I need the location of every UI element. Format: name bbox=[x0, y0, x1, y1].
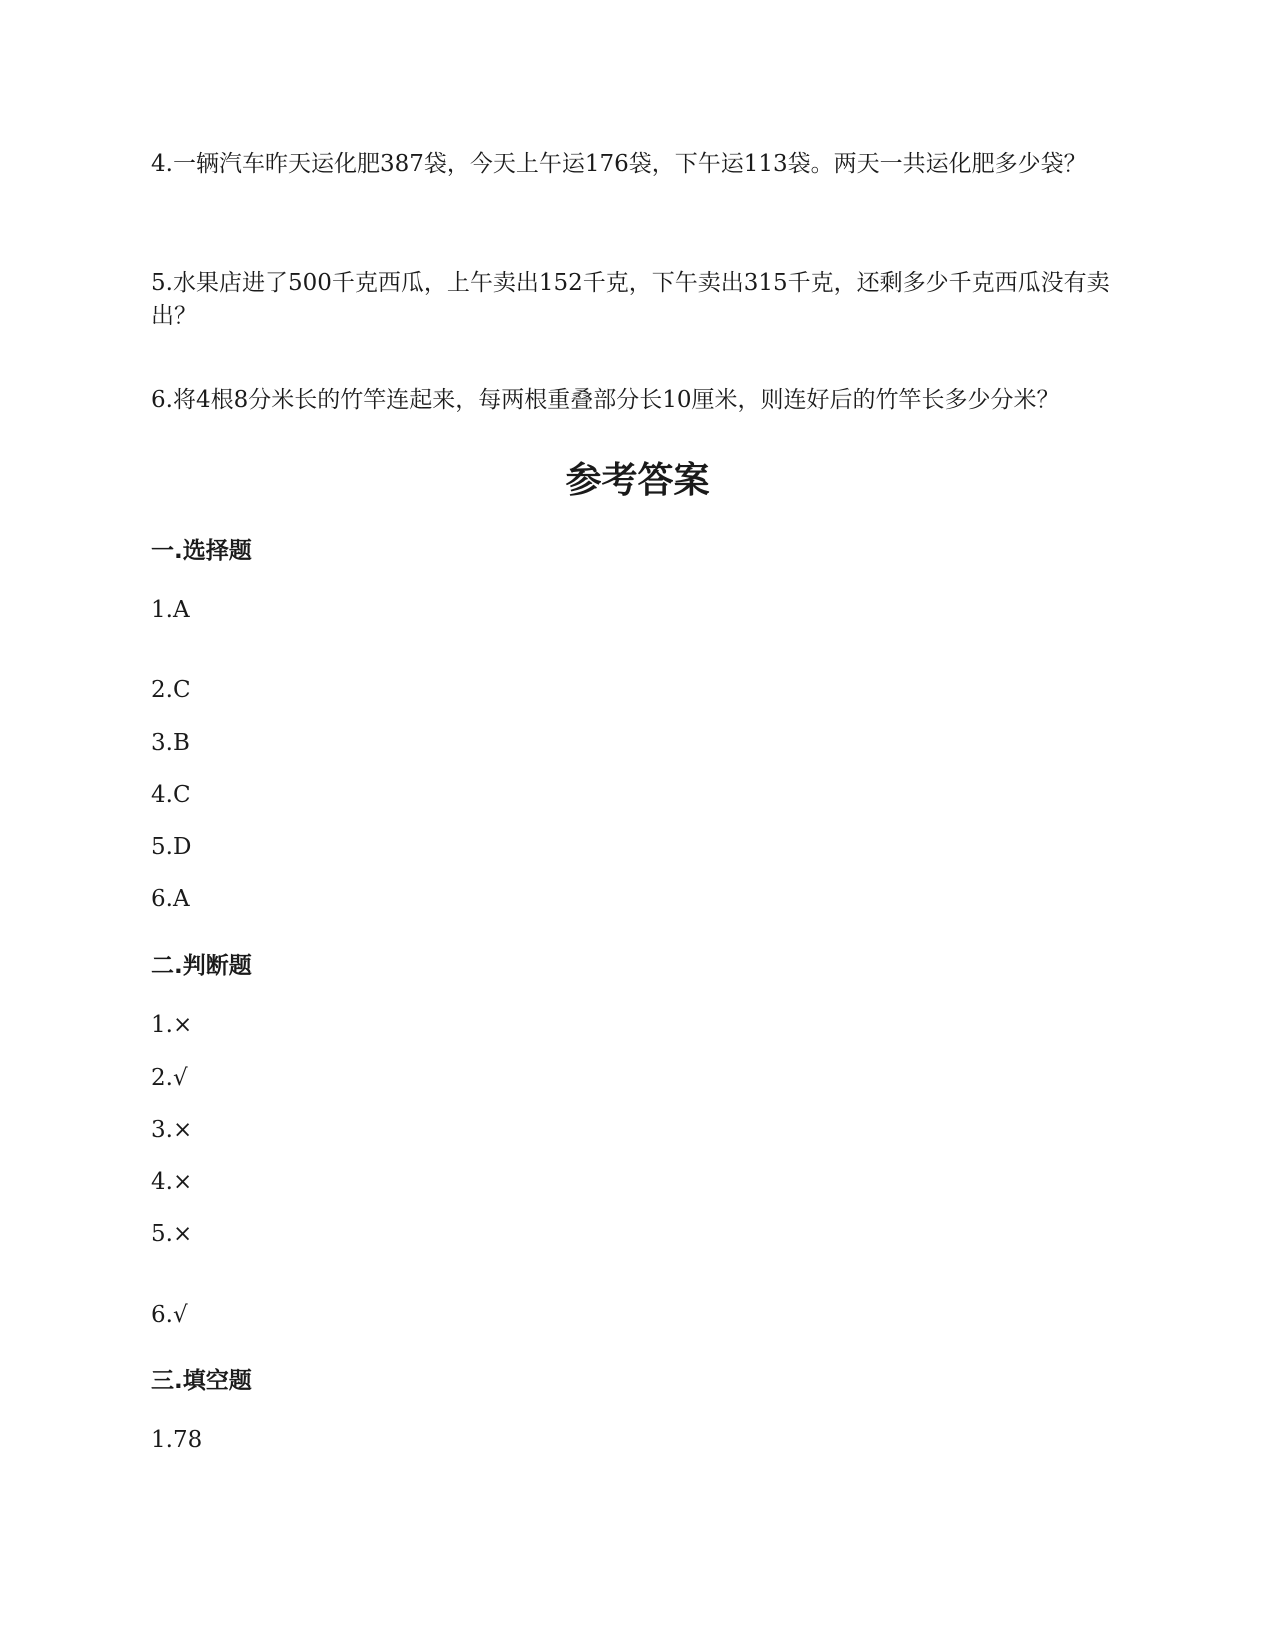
answer-item: 1.78 bbox=[151, 1427, 203, 1453]
answer-item: 4.C bbox=[151, 782, 191, 808]
section-heading-judgement: 二.判断题 bbox=[151, 953, 252, 979]
answer-item: 2.√ bbox=[151, 1065, 188, 1091]
answer-item: 3.× bbox=[151, 1117, 193, 1143]
answer-key-title: 参考答案 bbox=[565, 460, 710, 501]
question-4: 4.一辆汽车昨天运化肥387袋，今天上午运176袋，下午运113袋。两天一共运化肥多少袋？ bbox=[151, 151, 1087, 177]
answer-item: 5.D bbox=[151, 834, 192, 860]
answer-item: 6.√ bbox=[151, 1302, 188, 1328]
answer-item: 1.× bbox=[151, 1012, 193, 1038]
question-5: 5.水果店进了500千克西瓜，上午卖出152千克，下午卖出315千克，还剩多少千克西瓜没有卖出？ bbox=[151, 270, 1110, 329]
answer-item: 5.× bbox=[151, 1221, 193, 1247]
answer-item: 1.A bbox=[151, 597, 190, 623]
question-6: 6.将4根8分米长的竹竿连起来，每两根重叠部分长10厘米，则连好后的竹竿长多少分米？ bbox=[151, 387, 1060, 413]
section-heading-fill-blank: 三.填空题 bbox=[151, 1368, 252, 1394]
section-heading-choice: 一.选择题 bbox=[151, 538, 252, 564]
answer-item: 4.× bbox=[151, 1169, 193, 1195]
answer-item: 3.B bbox=[151, 730, 190, 756]
answer-item: 6.A bbox=[151, 886, 190, 912]
answer-item: 2.C bbox=[151, 677, 191, 703]
